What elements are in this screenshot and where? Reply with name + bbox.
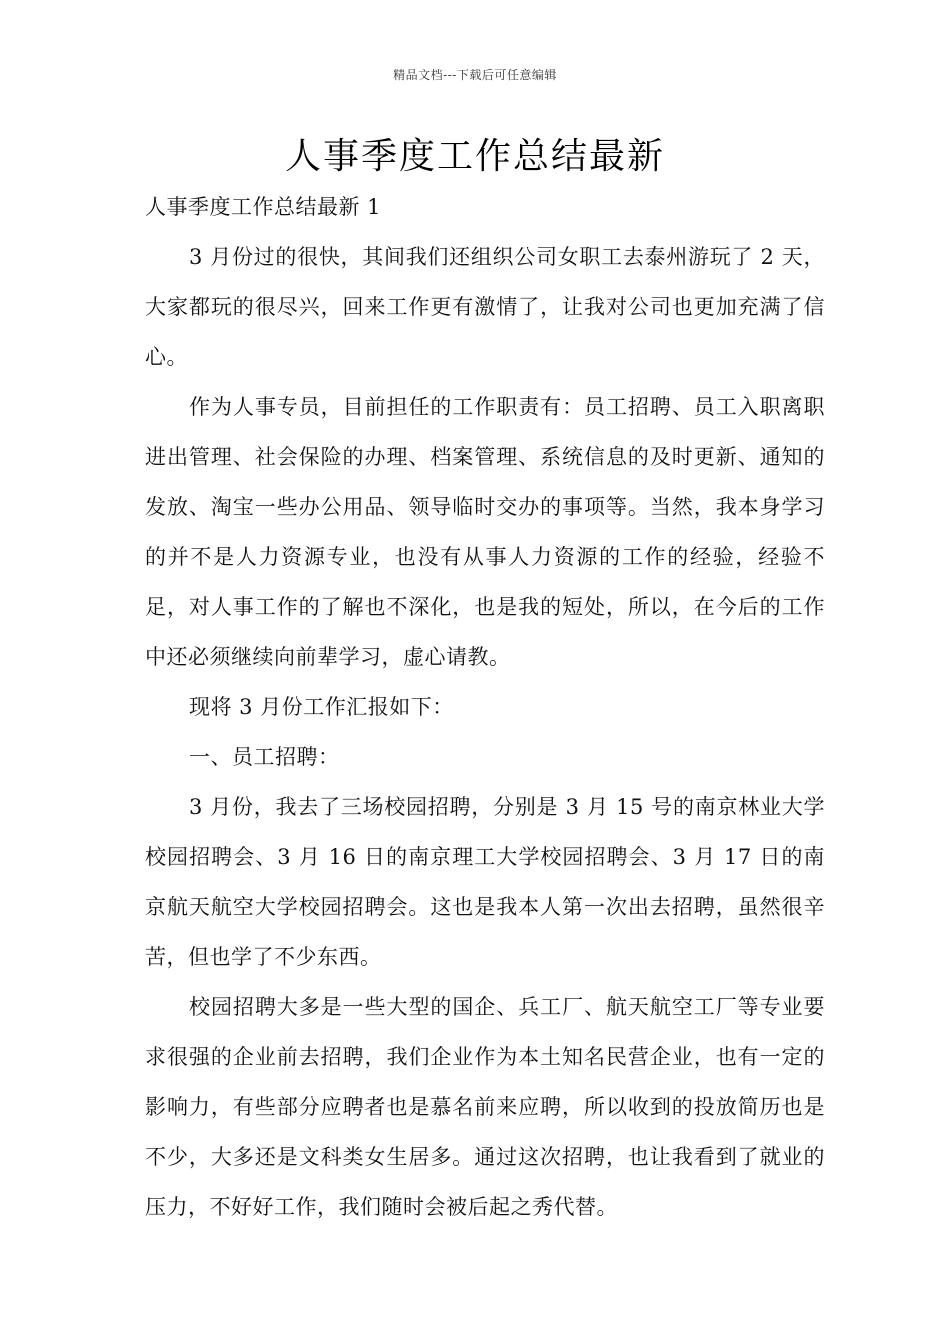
paragraph: 现将 3 月份工作汇报如下： bbox=[189, 695, 454, 719]
paragraph: 3 月份，我去了三场校园招聘，分别是 3 月 15 号的南京林业大学校园招聘会、3 月 16 日的南京理工大学校园招聘会、3 月 17 日的南京航天航空大学校园招聘会。这也是我本人第一次出去招聘，虽然很辛苦，但也学了不少东西。 bbox=[145, 795, 825, 969]
section-subtitle: 人事季度工作总结最新 1 bbox=[145, 195, 382, 219]
section-heading: 一、员工招聘： bbox=[189, 745, 340, 769]
document-title: 人事季度工作总结最新 bbox=[284, 136, 665, 177]
document-body bbox=[145, 182, 825, 1232]
header-note: 精品文档---下载后可任意编辑 bbox=[393, 68, 557, 82]
paragraph: 校园招聘大多是一些大型的国企、兵工厂、航天航空工厂等专业要求很强的企业前去招聘，我们企业作为本土知名民营企业，也有一定的影响力，有些部分应聘者也是慕名前来应聘，所以收到的投放简历也是不少，大多还是文科类女生居多。通过这次招聘，也让我看到了就业的压力，不好好工作，我们随时会被后起之秀代替。 bbox=[145, 995, 825, 1219]
paragraph: 作为人事专员，目前担任的工作职责有：员工招聘、员工入职离职进出管理、社会保险的办理、档案管理、系统信息的及时更新、通知的发放、淘宝一些办公用品、领导临时交办的事项等。当然，我本身学习的并不是人力资源专业，也没有从事人力资源的工作的经验，经验不足，对人事工作的了解也不深化，也是我的短处，所以，在今后的工作中还必须继续向前辈学习，虚心请教。 bbox=[145, 395, 825, 669]
paragraph: 3 月份过的很快，其间我们还组织公司女职工去泰州游玩了 2 天，大家都玩的很尽兴，回来工作更有激情了，让我对公司也更加充满了信心。 bbox=[145, 245, 825, 369]
